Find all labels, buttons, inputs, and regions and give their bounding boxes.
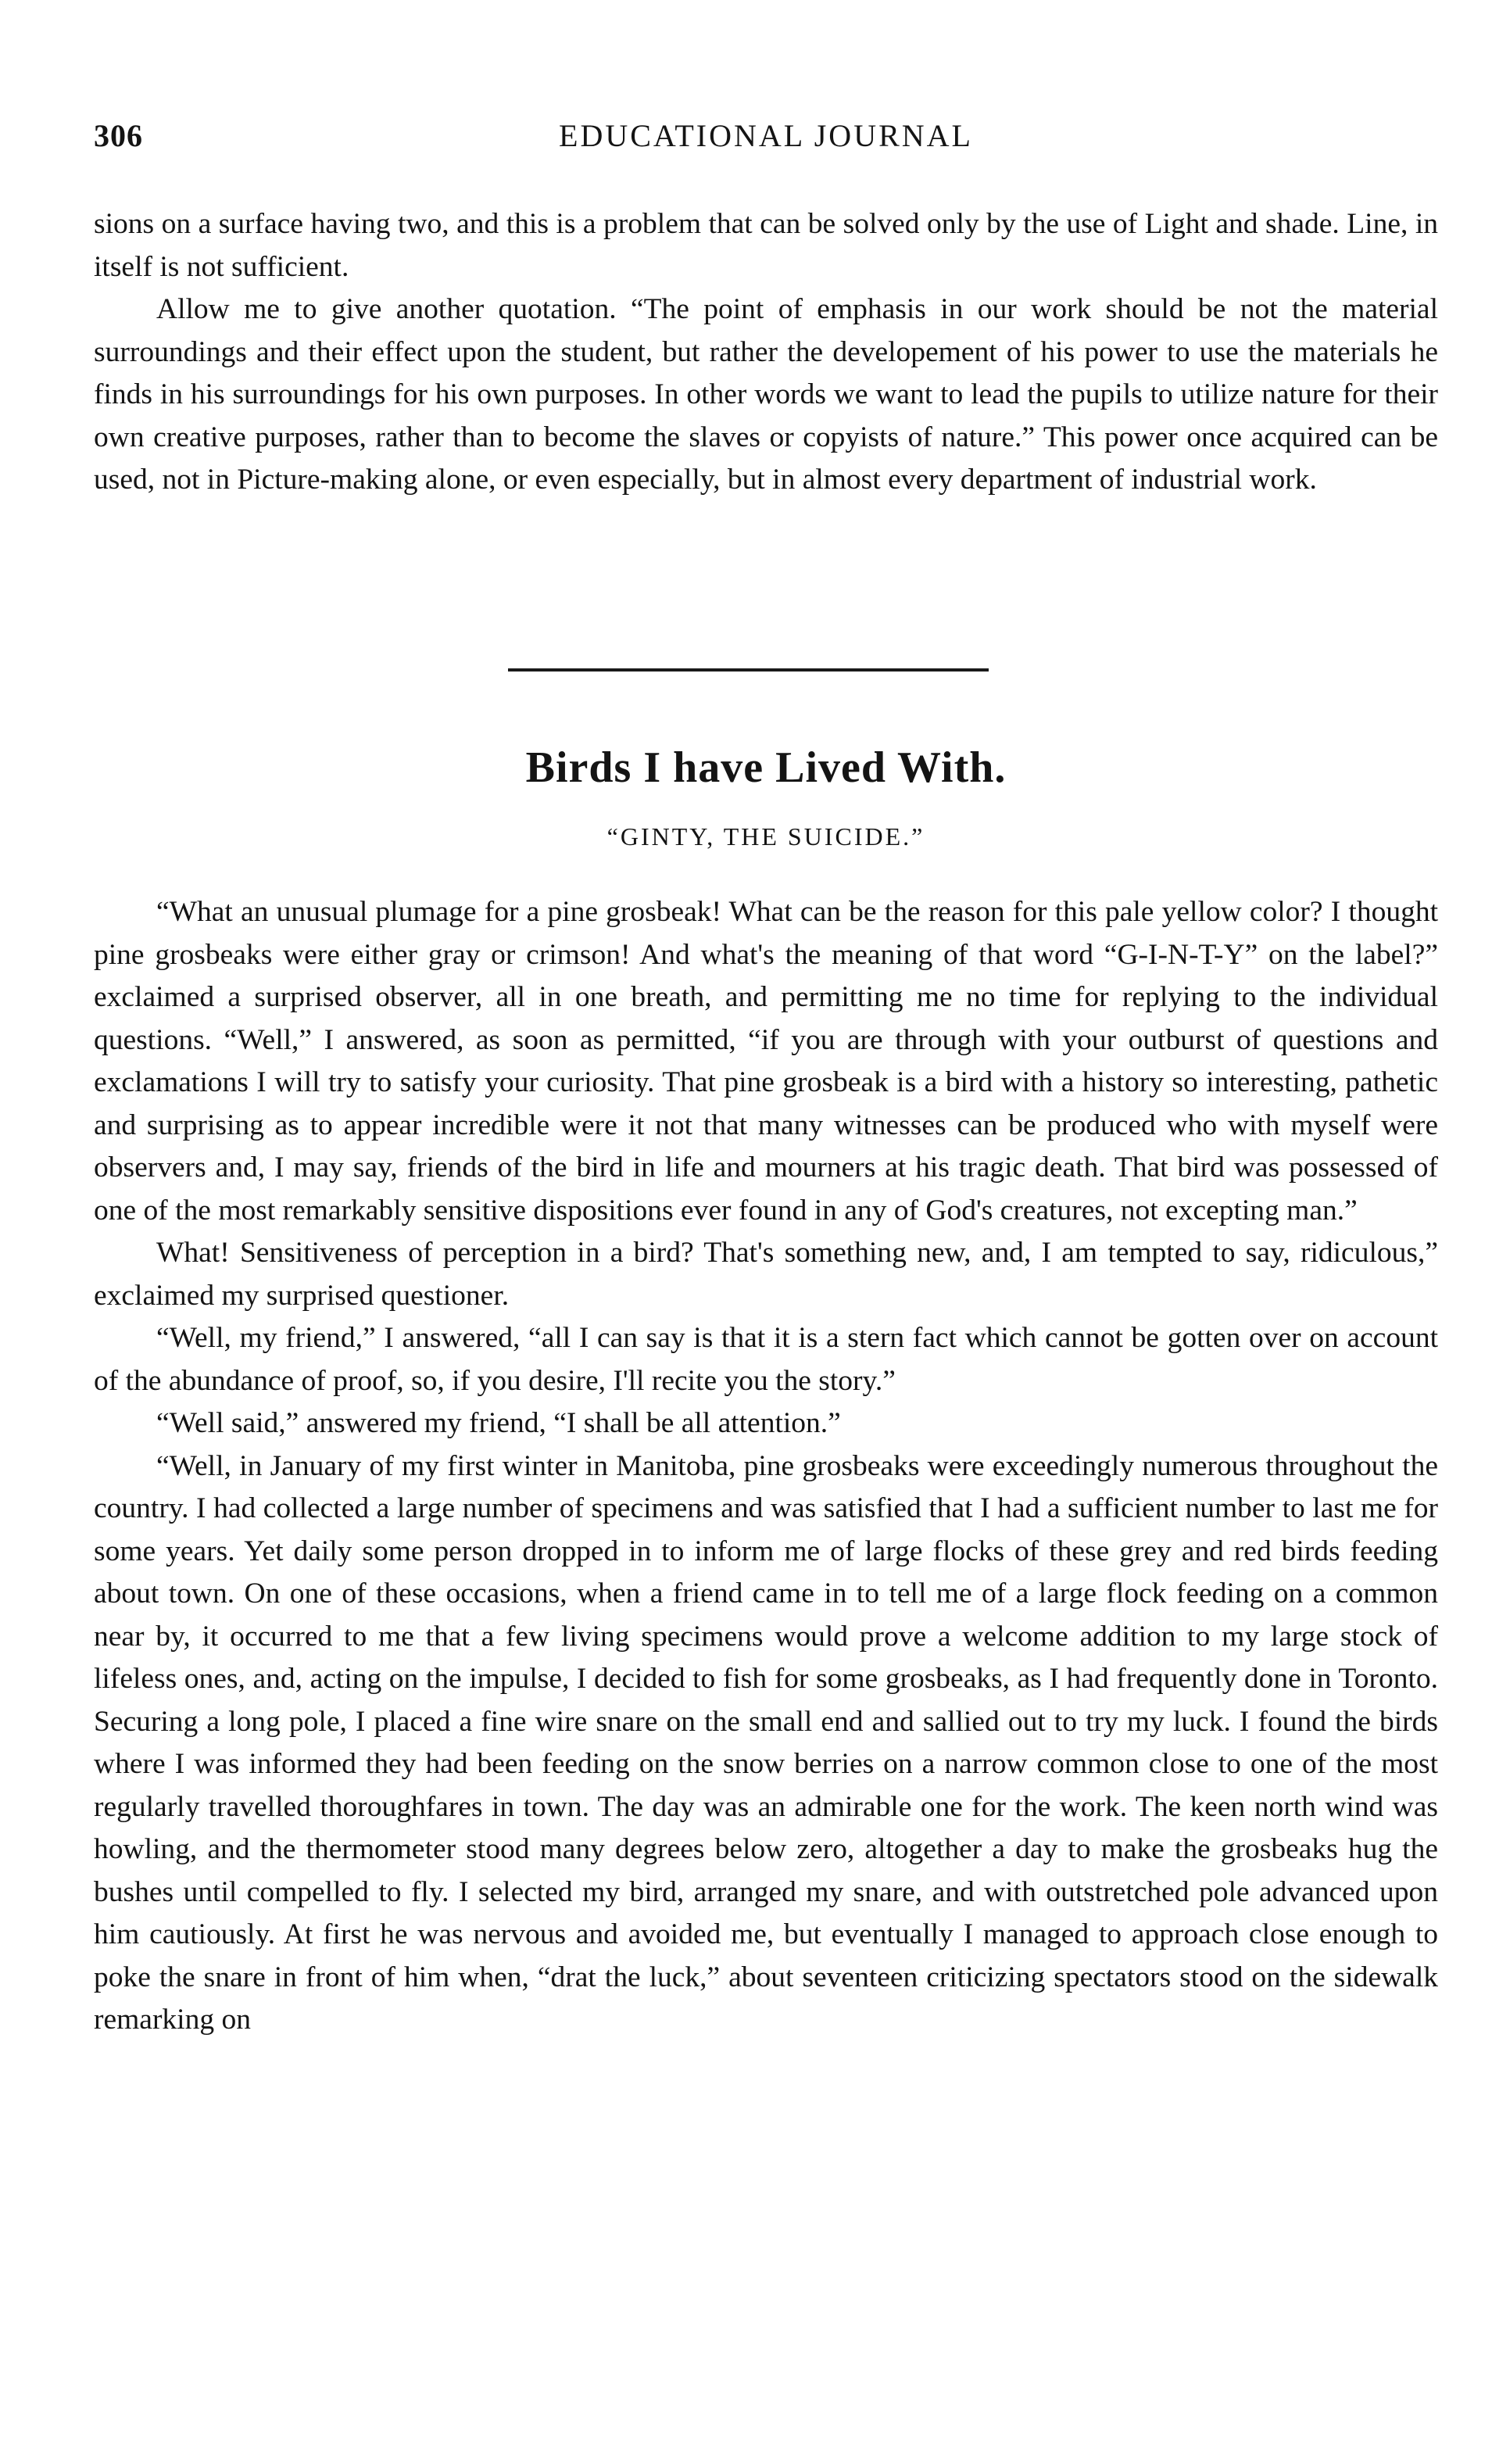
article-subtitle: “GINTY, THE SUICIDE.”: [606, 822, 925, 851]
paragraph: sions on a surface having two, and this is a problem that can be solved only by the use of Light and shade. Line, in itself is not sufficient.: [94, 208, 1438, 283]
article-title: Birds I have Lived With.: [525, 743, 1007, 792]
journal-title: EDUCATIONAL JOURNAL: [559, 118, 973, 153]
paragraph: Allow me to give another quotation. “The point of emphasis in our work should be not the material surroundings and their effect upon the student, but rather the developement of his power to use the materials he finds in his surroundings for his own purposes. In other words we want to lead the pupils to utilize nature for their own creative purposes, rather than to become the slaves or copyists of nature.” This power once acquired can be used, not in Picture-making alone, or even especially, but in almost every department of industrial work.: [94, 293, 1438, 496]
paragraph: “What an unusual plumage for a pine grosbeak! What can be the reason for this pale yellow color? I thought pine grosbeaks were either gray or crimson! And what's the meaning of that word “G-I-N-T-Y” on the label?” exclaimed a surprised observer, all in one breath, and permitting me no time for replying to the individual questions. “Well,” I answered, as soon as permitted, “if you are through with your outburst of questions and exclamations I will try to satisfy your curiosity. That pine grosbeak is a bird with a history so interesting, pathetic and surprising as to appear incredible were it not that many witnesses can be produced who with myself were observers and, I may say, friends of the bird in life and mourners at his tragic death. That bird was possessed of one of the most remarkably sensitive dispositions ever found in any of God's creatures, not excepting man.”: [94, 896, 1438, 1227]
page-number: 306: [94, 118, 143, 153]
paragraph: “Well, my friend,” I answered, “all I can say is that it is a stern fact which cannot be gotten over on account of the abundance of proof, so, if you desire, I'll recite you the story.”: [94, 1322, 1438, 1397]
intro-text: [94, 203, 1438, 502]
running-head: [94, 117, 1438, 164]
paragraph: “Well said,” answered my friend, “I shall be all attention.”: [156, 1407, 841, 1439]
article-body: [94, 891, 1438, 2042]
section-divider: [508, 668, 989, 672]
paragraph: “Well, in January of my first winter in Manitoba, pine grosbeaks were exceedingly numerous throughout the country. I had collected a large number of specimens and was satisfied that I had a sufficient number to last me for some years. Yet daily some person dropped in to inform me of large flocks of these grey and red birds feeding about town. On one of these occasions, when a friend came in to tell me of a large flock feeding on a common near by, it occurred to me that a few living specimens would prove a welcome addition to my large stock of lifeless ones, and, acting on the impulse, I decided to fish for some grosbeaks, as I had frequently done in Toronto. Securing a long pole, I placed a fine wire snare on the small end and sallied out to try my luck. I found the birds where I was informed they had been feeding on the snow berries on a narrow common close to one of the most regularly travelled thoroughfares in town. The day was an admirable one for the work. The keen north wind was howling, and the thermometer stood many degrees below zero, altogether a day to make the grosbeaks hug the bushes until compelled to fly. I selected my bird, arranged my snare, and with outstretched pole advanced upon him cautiously. At first he was nervous and avoided me, but eventually I managed to approach close enough to poke the snare in front of him when, “drat the luck,” about seventeen criticizing spectators stood on the sidewalk remarking on: [94, 1449, 1438, 2036]
paragraph: What! Sensitiveness of perception in a bird? That's something new, and, I am tempted to say, ridiculous,” exclaimed my surprised questioner.: [94, 1237, 1438, 1312]
